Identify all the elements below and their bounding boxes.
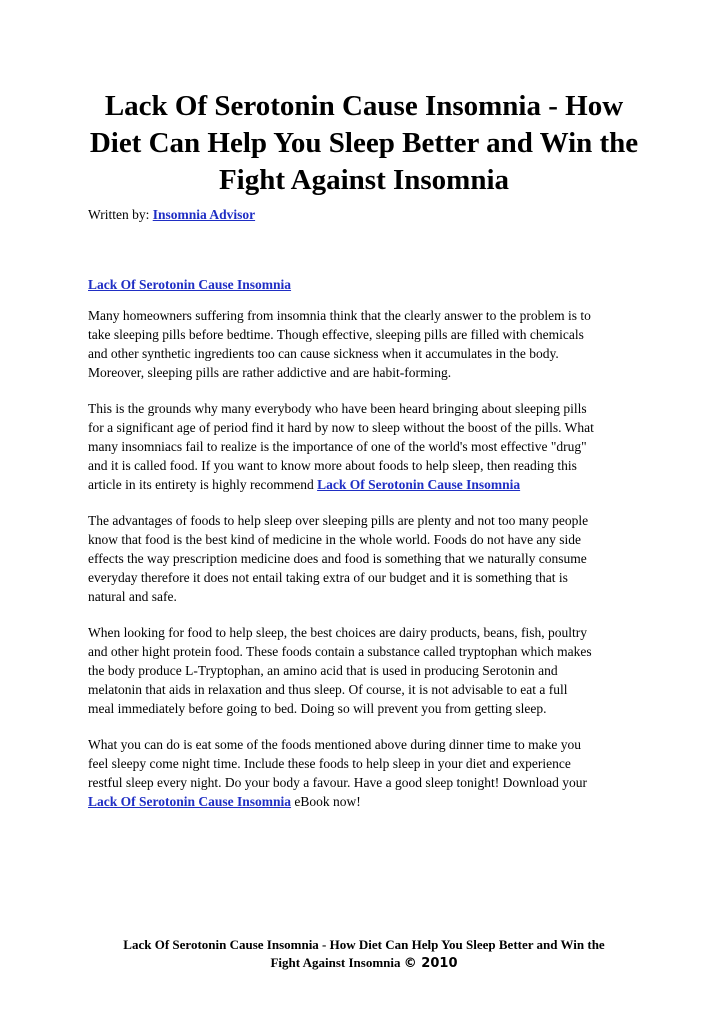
paragraph-line: feel sleepy come night time. Include these foods to help sleep in your diet and experience <box>88 756 571 771</box>
paragraph-4 <box>88 623 648 718</box>
paragraph-line: and it is called food. If you want to know more about foods to help sleep, then reading this <box>88 458 577 473</box>
section-heading <box>88 276 291 294</box>
paragraph-line <box>88 792 648 811</box>
paragraph-line: This is the grounds why many everybody who have been heard bringing about sleeping pills <box>88 401 587 416</box>
paragraph-line: many insomniacs fail to realize is the importance of one of the world's most effective "drug" <box>88 439 587 454</box>
paragraph-line: effects the way prescription medicine does and food is something that we naturally consume <box>88 551 587 566</box>
paragraph-line: and other synthetic ingredients too can cause sickness when it accumulates in the body. <box>88 346 559 361</box>
footer-copyright: © 2010 <box>403 956 458 971</box>
paragraph-line: When looking for food to help sleep, the best choices are dairy products, beans, fish, poultry <box>88 625 587 640</box>
paragraph-line: What you can do is eat some of the foods mentioned above during dinner time to make you <box>88 737 582 752</box>
paragraph-3 <box>88 511 648 606</box>
paragraph-line: everyday therefore it does not entail taking extra of our budget and it is something that is <box>88 570 568 585</box>
paragraph-1 <box>88 306 648 382</box>
paragraph-line: for a significant age of period find it hard by now to sleep without the boost of the pills. What <box>88 420 594 435</box>
byline-label: Written by: <box>88 207 153 222</box>
paragraph-line-text: article in its entirety is highly recommend <box>88 477 318 492</box>
paragraph-5 <box>88 735 648 811</box>
byline <box>88 206 255 224</box>
paragraph-line: take sleeping pills before bedtime. Though effective, sleeping pills are filled with chemicals <box>88 327 584 342</box>
footer-line-1: Lack Of Serotonin Cause Insomnia - How Diet Can Help You Sleep Better and Win the <box>123 937 605 952</box>
paragraph-line: Moreover, sleeping pills are rather addictive and are habit-forming. <box>88 365 452 380</box>
section-heading-link[interactable]: Lack Of Serotonin Cause Insomnia <box>88 277 292 292</box>
footer-line-2: Fight Against Insomnia <box>270 955 404 970</box>
paragraph-line: know that food is the best kind of medicine in the whole world. Foods do not have any side <box>88 532 582 547</box>
paragraph-2 <box>88 399 648 494</box>
paragraph-line: melatonin that aids in relaxation and thus sleep. Of course, it is not advisable to eat a full <box>88 682 568 697</box>
download-ebook-link[interactable]: Lack Of Serotonin Cause Insomnia <box>88 794 292 809</box>
paragraph-line <box>88 475 648 494</box>
author-link[interactable]: Insomnia Advisor <box>152 207 256 222</box>
article-body <box>88 306 648 828</box>
paragraph-line: restful sleep every night. Do your body a favour. Have a good sleep tonight! Download your <box>88 775 588 790</box>
paragraph-line: Many homeowners suffering from insomnia think that the clearly answer to the problem is to <box>88 308 591 323</box>
page-footer <box>88 936 640 973</box>
paragraph-line: The advantages of foods to help sleep over sleeping pills are plenty and not too many people <box>88 513 589 528</box>
paragraph-line-text: eBook now! <box>291 794 361 809</box>
paragraph-line: and other hight protein food. These foods contain a substance called tryptophan which makes <box>88 644 592 659</box>
paragraph-line: natural and safe. <box>88 589 177 604</box>
paragraph-line: meal immediately before going to bed. Doing so will prevent you from getting sleep. <box>88 701 547 716</box>
page-title: Lack Of Serotonin Cause Insomnia - How Diet Can Help You Sleep Better and Win the Fight Against Insomnia <box>89 90 639 196</box>
inline-article-link[interactable]: Lack Of Serotonin Cause Insomnia <box>317 477 521 492</box>
paragraph-line: the body produce L-Tryptophan, an amino acid that is used in producing Serotonin and <box>88 663 558 678</box>
